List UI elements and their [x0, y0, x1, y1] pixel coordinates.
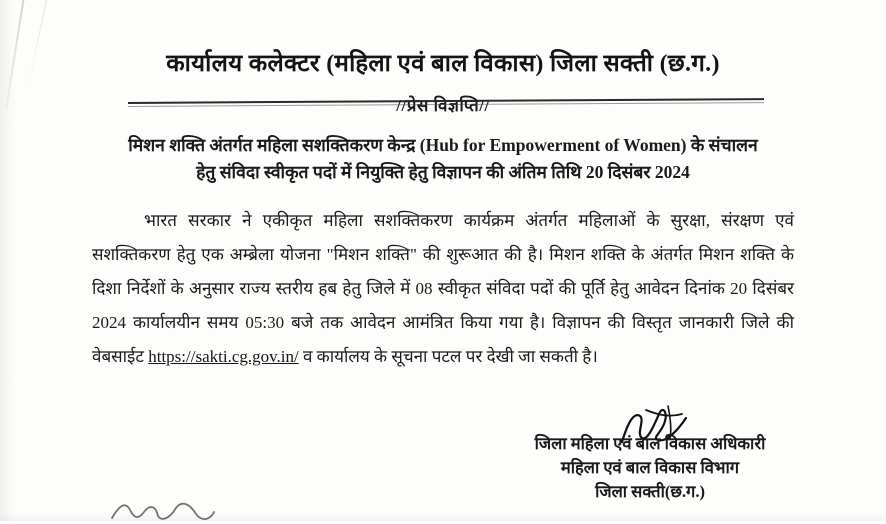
subject-line1-pre: मिशन शक्ति अंतर्गत महिला सशक्तिकरण केन्द्र — [128, 135, 420, 155]
subject-line2-pre: हेतु संविदा स्वीकृत पदों में नियुक्ति हेतु विज्ञापन की अंतिम तिथि — [196, 162, 586, 183]
signature-block — [500, 432, 800, 504]
subject-line1-post: के संचालन — [686, 135, 758, 155]
signatory-designation: जिला महिला एवं बाल विकास अधिकारी — [534, 434, 766, 453]
body-paragraph-main: भारत सरकार ने एकीकृत महिला सशक्तिकरण कार्यक्रम अंतर्गत महिलाओं के सुरक्षा, संरक्षण एवं सशक्तिकरण हेतु एक अम्ब्रेला योजना "मिशन शक्ति" की शुरूआत की है। मिशन शक्ति के अंतर्गत मिशन शक्ति के दिशा निर्देशों के अनुसार राज्य स्तरीय हब हेतु जिले में 08 स्वीकृत संविदा पदों की पूर्ति हेतु आवेदन दिनांक 20 दिसंबर 2024 कार्यालयीन समय 05:30 बजे तक आवेदन आमंत्रित किया गया है। विज्ञापन की विस्तृत जानकारी जिले की वेबसाईट — [92, 211, 794, 367]
body-paragraph — [92, 204, 794, 374]
body-text-block — [92, 204, 794, 374]
signatory-district: जिला सक्ती(छ.ग.) — [595, 481, 705, 501]
subject-deadline-date: 20 दिसंबर 2024 — [585, 162, 690, 183]
signatory-department: महिला एवं बाल विकास विभाग — [560, 457, 740, 477]
press-release-label: //प्रेस विज्ञप्ति// — [396, 96, 490, 115]
office-header-title: कार्यालय कलेक्टर (महिला एवं बाल विकास) जिला सक्ती (छ.ग.) — [166, 51, 720, 77]
subject-line1-english: (Hub for Empowerment of Women) — [419, 135, 687, 155]
website-link[interactable]: https://sakti.cg.gov.in/ — [148, 347, 299, 367]
subject-block — [58, 132, 828, 186]
body-paragraph-tail: व कार्यालय के सूचना पटल पर देखी जा सकती है। — [298, 347, 598, 367]
scan-bottom-shadow — [0, 513, 886, 521]
